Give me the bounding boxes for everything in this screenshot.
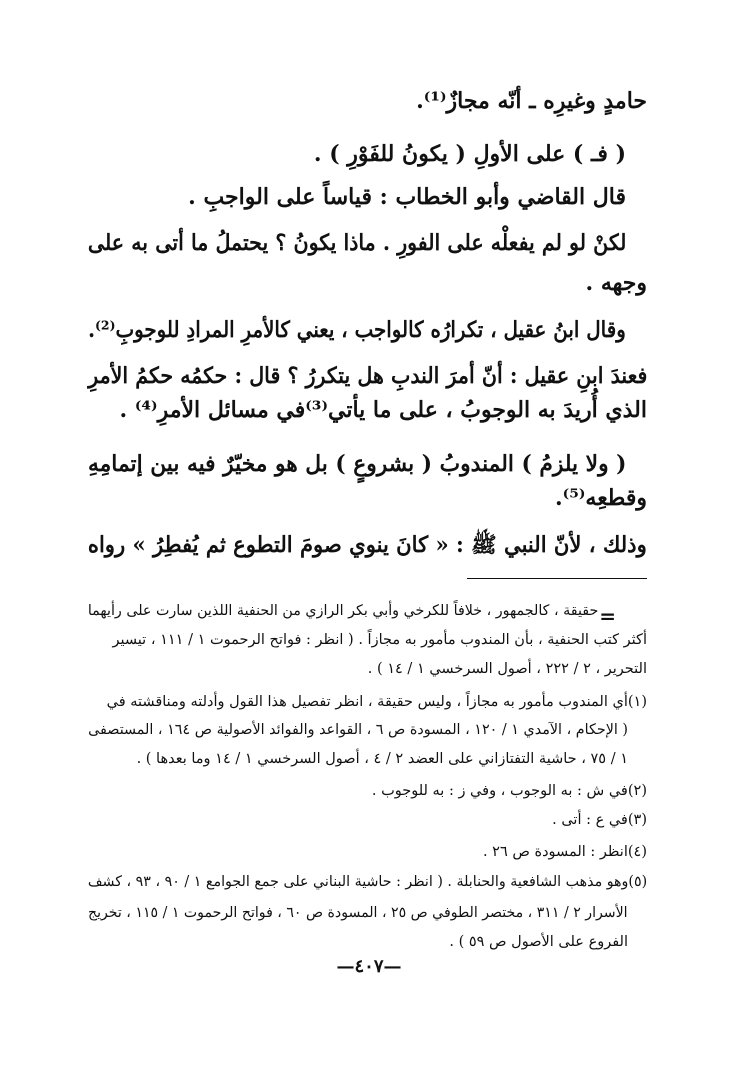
main-text-line: لكنْ لو لم يفعلْه على الفورِ . ماذا يكونُ ؟ يحتملُ ما أتى به على [87, 230, 626, 256]
main-text-line: الذي أُريدَ به الوجوبُ ، على ما يأتي⁽³⁾في مسائل الأمرِ⁽⁴⁾ . [119, 397, 647, 423]
footnote-line: ١ / ٧٥ ، حاشية التفتازاني على العضد ٢ / ٤ ، أصول السرخسي ١ / ١٤ وما بعدها ) . [136, 751, 628, 767]
continuation-mark: = [599, 604, 616, 628]
footnote-line: (٣)في ع : أتى . [552, 812, 647, 828]
footnote-line: (٢)في ش : به الوجوب ، وفي ز : به للوجوب . [371, 783, 647, 799]
footnote-line: (١)أي المندوب مأمور به مجازاً ، وليس حقيقة ، انظر تفصيل هذا القول وأدلته ومناقشته في [106, 694, 647, 710]
main-text-line: ( فـ ) على الأولِ ( يكونُ للفَوْرِ ) . [313, 141, 626, 167]
main-text-line: وقال ابنُ عقيل ، تكرارُه كالواجب ، يعني كالأمرِ المرادِ للوجوبِ⁽²⁾. [88, 317, 626, 343]
main-text-line: ( ولا يلزمُ ) المندوبُ ( بشروعٍ ) بل هو مخيّرٌ فيه بين إتمامِهِ [87, 451, 626, 477]
main-text-line: وجهه . [585, 270, 647, 296]
footnote-line: أكثر كتب الحنفية ، بأن المندوب مأمور به مجازاً . ( انظر : فواتح الرحموت ١ / ١١١ ، تيسير [112, 632, 647, 648]
main-text-line: وقطعِه⁽⁵⁾. [554, 485, 647, 511]
footnote-line: التحرير ، ٢ / ٢٢٢ ، أصول السرخسي ١ / ١٤ ) . [367, 661, 647, 677]
main-text-line: قال القاضي وأبو الخطاب : قياساً على الواجبِ . [188, 184, 626, 210]
footnote-line: الفروع على الأصول ص ٥٩ ) . [449, 934, 628, 950]
main-text-line: فعندَ ابنِ عقيل : أنّ أمرَ الندبِ هل يتكررُ ؟ قال : حكمُه حكمُ الأمرِ [87, 363, 647, 389]
footnote-line: ( الإحكام ، الآمدي ١ / ١٢٠ ، المسودة ص ٦ ، القواعد والفوائد الأصولية ص ١٦٤ ، المستصفى [88, 722, 628, 738]
footnote-line: (٥)وهو مذهب الشافعية والحنابلة . ( انظر : حاشية البناني على جمع الجوامع ١ / ٩٠ ، ٩٣ ، كشف [87, 874, 647, 890]
footnote-line: الأسرار ٢ / ٣١١ ، مختصر الطوفي ص ٢٥ ، المسودة ص ٦٠ ، فواتح الرحموت ١ / ١١٥ ، تخريج [88, 905, 628, 921]
footnote-line: حقيقة ، كالجمهور ، خلافاً للكرخي وأبي بكر الرازي من الحنفية اللذين سارت على رأيهما [87, 603, 598, 619]
main-text-line: وذلك ، لأنّ النبي ﷺ : « كانَ ينوي صومَ التطوع ثم يُفطِرُ » رواه [88, 532, 647, 558]
footnote-separator [467, 578, 647, 579]
main-text-line: حامدٍ وغيرِه ـ أنّه مجازٌ⁽¹⁾. [416, 88, 647, 114]
page-number: —٤٠٧— [336, 956, 402, 977]
footnote-line: (٤)انظر : المسودة ص ٢٦ . [482, 844, 647, 860]
